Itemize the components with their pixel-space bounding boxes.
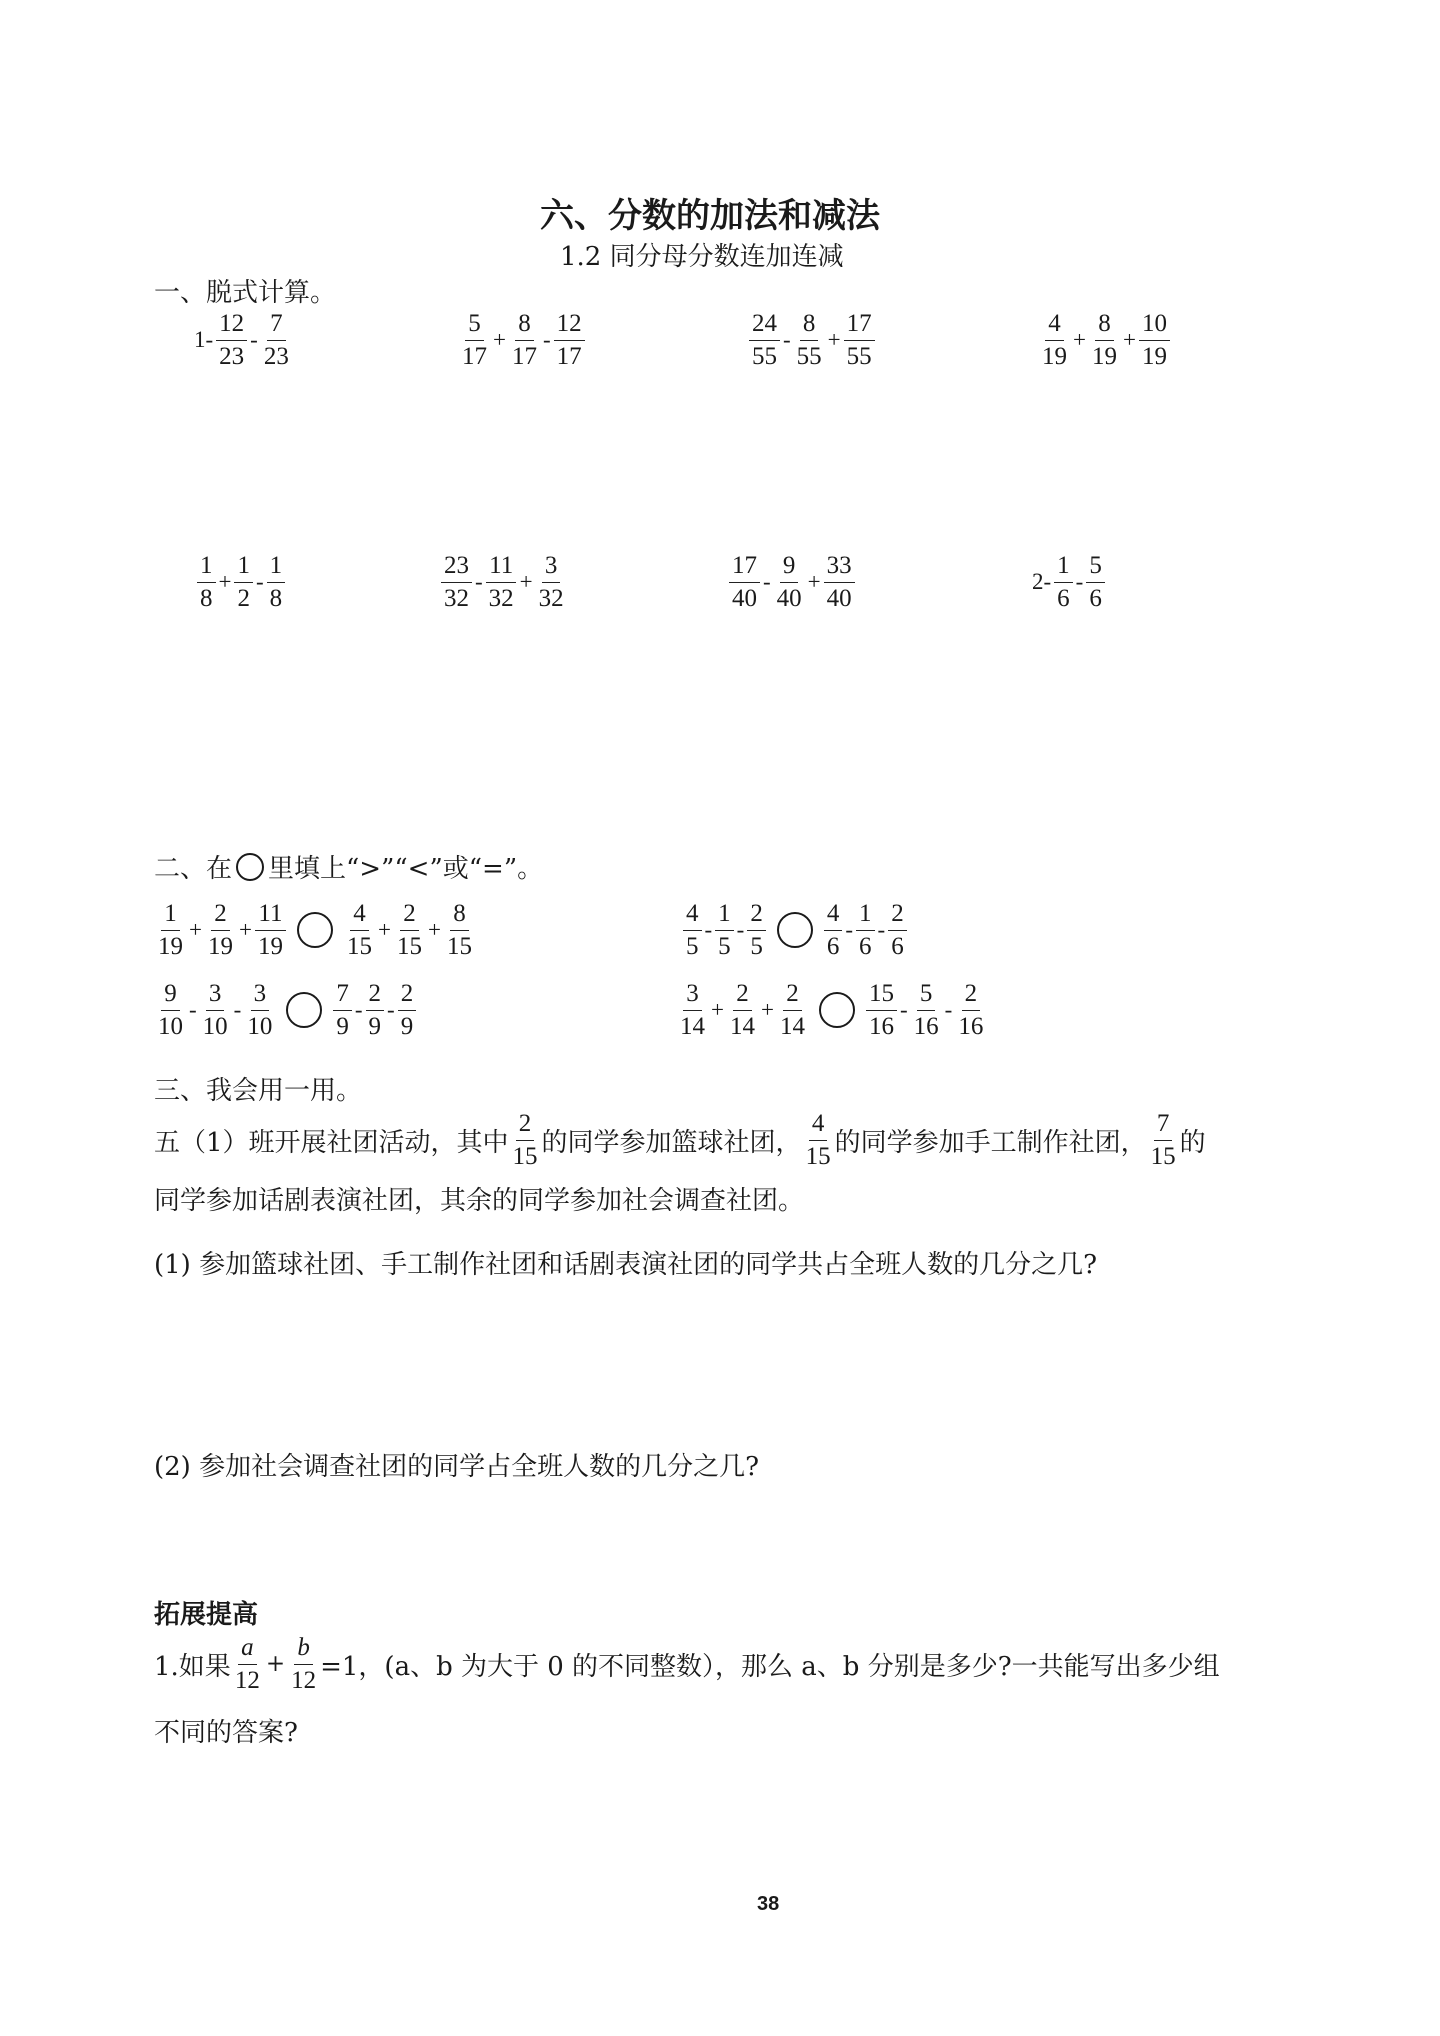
- comparison-circle-icon: [286, 992, 322, 1028]
- numerator: 1: [197, 552, 216, 583]
- numerator: 17: [844, 310, 875, 341]
- compare-4: [676, 980, 987, 1040]
- fraction: [715, 900, 734, 960]
- fraction: [1039, 310, 1070, 370]
- numerator: 7: [333, 980, 352, 1011]
- expr-2-1: [196, 552, 286, 612]
- denominator: 14: [680, 1012, 705, 1040]
- denominator: 6: [1089, 584, 1102, 612]
- fraction: [288, 1634, 319, 1694]
- fraction: [441, 552, 472, 612]
- operator: -: [845, 917, 854, 942]
- denominator: 9: [336, 1012, 349, 1040]
- operator: +: [1073, 327, 1086, 352]
- p1-a: 五（1）班开展社团活动，其中: [154, 1127, 509, 1158]
- numerator: 3: [683, 980, 702, 1011]
- fraction: [777, 980, 808, 1040]
- numerator: 11: [255, 900, 285, 931]
- denominator: 40: [732, 584, 757, 612]
- denominator: 5: [750, 932, 763, 960]
- operator: -: [387, 997, 395, 1022]
- fraction: [234, 552, 253, 612]
- fraction: [888, 900, 907, 960]
- expr-1-4: [1038, 310, 1171, 370]
- denominator: 40: [776, 584, 802, 612]
- numerator: 1: [1054, 552, 1073, 583]
- numerator: 10: [1139, 310, 1170, 341]
- denominator: 16: [958, 1012, 984, 1040]
- numerator: 1: [234, 552, 253, 583]
- numerator: 1: [161, 900, 180, 931]
- denominator: 6: [891, 932, 904, 960]
- numerator: 9: [780, 552, 799, 583]
- compare-3: [154, 980, 417, 1040]
- circle-icon: [236, 853, 264, 881]
- denominator: 8: [269, 584, 283, 612]
- fraction: [803, 1110, 834, 1170]
- fraction: [509, 310, 540, 370]
- denominator: 23: [263, 342, 289, 370]
- denominator: 8: [200, 584, 213, 612]
- numerator: 1: [856, 900, 875, 931]
- denominator: 19: [1141, 342, 1167, 370]
- numerator: 4: [1045, 310, 1064, 341]
- question-1: (1) 参加篮球社团、手工制作社团和话剧表演社团的同学共占全班人数的几分之几?: [154, 1250, 1098, 1280]
- fraction: [366, 980, 385, 1040]
- denominator: 12: [234, 1666, 260, 1694]
- operator: -: [189, 997, 197, 1022]
- page-subtitle: 1.2 同分母分数连加连减: [560, 242, 844, 272]
- numerator: 4: [824, 900, 843, 931]
- numerator: 11: [486, 552, 516, 583]
- denominator: 19: [1042, 342, 1067, 370]
- section-1-heading: 一、脱式计算。: [154, 278, 337, 308]
- ext-post: =1，(a、b 为大于 0 的不同整数），那么 a、b 分别是多少?一共能写出多少组: [320, 1651, 1220, 1682]
- comparison-circle-icon: [297, 912, 333, 948]
- operator: -: [475, 569, 483, 594]
- fraction: [794, 310, 825, 370]
- fraction: [747, 900, 766, 960]
- numerator: 17: [729, 552, 760, 583]
- operator: -: [542, 327, 551, 352]
- denominator: 17: [462, 342, 487, 370]
- fraction: [398, 980, 417, 1040]
- operator: +: [238, 917, 252, 942]
- operator: -: [255, 569, 264, 594]
- numerator: 33: [824, 552, 855, 583]
- denominator: 5: [686, 932, 699, 960]
- fraction: [267, 552, 286, 612]
- denominator: 6: [826, 932, 840, 960]
- numerator: 2: [400, 900, 419, 931]
- denominator: 5: [718, 932, 731, 960]
- fraction: [683, 900, 702, 960]
- fraction: [856, 900, 875, 960]
- numerator: 2: [398, 980, 417, 1011]
- numerator: 24: [749, 310, 780, 341]
- operator: -: [899, 997, 908, 1022]
- denominator: 55: [846, 342, 872, 370]
- operator: +: [493, 327, 506, 352]
- fraction: [232, 1634, 263, 1694]
- operator: +: [807, 569, 821, 594]
- page-title: 六、分数的加法和减法: [540, 196, 880, 236]
- numerator: 9: [161, 980, 180, 1011]
- denominator: 32: [538, 584, 564, 612]
- fraction: [155, 980, 186, 1040]
- denominator: 15: [396, 932, 422, 960]
- numerator: 3: [251, 980, 270, 1011]
- problem-paragraph-line-2: 同学参加话剧表演社团，其余的同学参加社会调查社团。: [154, 1186, 805, 1216]
- fraction: [1139, 310, 1170, 370]
- numerator: 8: [800, 310, 819, 341]
- section-4-heading: 拓展提高: [154, 1600, 259, 1630]
- operator: -: [1075, 569, 1084, 594]
- numerator: 2: [733, 980, 752, 1011]
- fraction: [1148, 1110, 1179, 1170]
- numerator: 2: [747, 900, 766, 931]
- page-number: 38: [757, 1893, 780, 1915]
- operator: +: [711, 997, 724, 1022]
- denominator: 55: [752, 342, 777, 370]
- numerator: 1: [715, 900, 734, 931]
- denominator: 15: [512, 1142, 538, 1170]
- fraction: [459, 310, 490, 370]
- numerator: 5: [1086, 552, 1105, 583]
- operator: +: [760, 997, 774, 1022]
- operator: -: [736, 917, 745, 942]
- numerator: 23: [441, 552, 472, 583]
- fraction: [844, 310, 875, 370]
- numerator: 2: [211, 900, 230, 931]
- fraction: [510, 1110, 541, 1170]
- numerator: 7: [267, 310, 286, 341]
- comparison-circle-icon: [819, 992, 855, 1028]
- denominator: 9: [368, 1012, 382, 1040]
- numerator: 7: [1154, 1110, 1173, 1141]
- denominator: 55: [796, 342, 822, 370]
- denominator: 19: [207, 932, 233, 960]
- numerator: 3: [206, 980, 225, 1011]
- expression-lead: 1-: [194, 327, 214, 352]
- compare-1: [154, 900, 476, 960]
- fraction: [486, 552, 517, 612]
- fraction: [824, 552, 855, 612]
- denominator: 15: [346, 932, 372, 960]
- denominator: 23: [219, 342, 245, 370]
- denominator: 32: [444, 584, 469, 612]
- fraction: [1089, 310, 1120, 370]
- fraction: [344, 900, 375, 960]
- fraction: [1086, 552, 1105, 612]
- operator: +: [189, 917, 202, 942]
- denominator: 19: [158, 932, 183, 960]
- numerator: 5: [465, 310, 484, 341]
- operator: -: [763, 569, 771, 594]
- fraction: [824, 900, 843, 960]
- fraction: [200, 980, 231, 1040]
- fraction: [155, 900, 186, 960]
- fraction: [955, 980, 986, 1040]
- numerator: 8: [450, 900, 469, 931]
- section-2-heading-post: 里填上“>”“<”或“=”。: [268, 854, 544, 884]
- numerator: 1: [267, 552, 286, 583]
- numerator: 8: [515, 310, 534, 341]
- expr-1-3: [748, 310, 876, 370]
- numerator: 2: [783, 980, 802, 1011]
- fraction: [536, 552, 567, 612]
- fraction: [911, 980, 942, 1040]
- numerator: 8: [1095, 310, 1114, 341]
- fraction: [866, 980, 897, 1040]
- numerator: 2: [888, 900, 907, 931]
- extension-problem-line-2: 不同的答案?: [154, 1718, 298, 1748]
- operator: +: [265, 1651, 286, 1677]
- denominator: 17: [556, 342, 582, 370]
- expr-2-2: [440, 552, 568, 612]
- denominator: 16: [868, 1012, 894, 1040]
- fraction: [261, 310, 292, 370]
- denominator: 6: [859, 932, 872, 960]
- denominator: 10: [158, 1012, 183, 1040]
- denominator: 19: [257, 932, 283, 960]
- operator: -: [783, 327, 791, 352]
- p1-c: 的同学参加手工制作社团，: [834, 1127, 1147, 1158]
- fraction: [444, 900, 475, 960]
- fraction: [729, 552, 760, 612]
- fraction: [677, 980, 708, 1040]
- fraction: [197, 552, 216, 612]
- operator: +: [519, 569, 533, 594]
- denominator: 6: [1057, 584, 1070, 612]
- denominator: 2: [237, 584, 250, 612]
- fraction: [749, 310, 780, 370]
- numerator: 4: [809, 1110, 828, 1141]
- numerator: 12: [216, 310, 247, 341]
- fraction: [394, 900, 425, 960]
- operator: -: [944, 997, 953, 1022]
- denominator: 10: [202, 1012, 228, 1040]
- numerator: 3: [542, 552, 561, 583]
- operator: -: [250, 327, 258, 352]
- operator: -: [233, 997, 242, 1022]
- numerator: 5: [917, 980, 936, 1011]
- operator: +: [427, 917, 441, 942]
- denominator: 19: [1091, 342, 1117, 370]
- extension-problem-line-1: [154, 1634, 1220, 1694]
- fraction: [216, 310, 247, 370]
- numerator: a: [238, 1634, 257, 1665]
- fraction: [255, 900, 286, 960]
- numerator: 4: [683, 900, 702, 931]
- numerator: 2: [366, 980, 385, 1011]
- expr-2-3: [728, 552, 856, 612]
- numerator: 2: [962, 980, 981, 1011]
- numerator: 15: [866, 980, 897, 1011]
- expression-lead: 2-: [1032, 569, 1052, 594]
- denominator: 40: [826, 584, 852, 612]
- question-2: (2) 参加社会调查社团的同学占全班人数的几分之几?: [154, 1452, 760, 1482]
- denominator: 15: [805, 1142, 831, 1170]
- p1-b: 的同学参加篮球社团，: [541, 1127, 802, 1158]
- comparison-circle-icon: [777, 912, 813, 948]
- compare-2: [682, 900, 908, 960]
- denominator: 14: [779, 1012, 805, 1040]
- denominator: 9: [400, 1012, 414, 1040]
- expr-1-2: [458, 310, 586, 370]
- section-3-heading: 三、我会用一用。: [154, 1076, 363, 1106]
- operator: +: [377, 917, 391, 942]
- operator: +: [1122, 327, 1136, 352]
- fraction: [333, 980, 352, 1040]
- operator: -: [354, 997, 363, 1022]
- operator: -: [877, 917, 886, 942]
- denominator: 17: [511, 342, 537, 370]
- ext-pre: 1.如果: [154, 1651, 231, 1682]
- denominator: 32: [488, 584, 514, 612]
- operator: +: [827, 327, 841, 352]
- operator: +: [218, 569, 232, 594]
- denominator: 16: [913, 1012, 939, 1040]
- operator: -: [704, 917, 713, 942]
- numerator: 12: [554, 310, 585, 341]
- denominator: 14: [729, 1012, 755, 1040]
- section-2-heading: [154, 848, 543, 885]
- denominator: 12: [291, 1666, 317, 1694]
- problem-paragraph-line-1: [154, 1110, 1206, 1170]
- section-2-heading-pre: 二、在: [154, 854, 233, 884]
- p1-d: 的: [1179, 1127, 1206, 1158]
- numerator: 4: [350, 900, 369, 931]
- fraction: [727, 980, 758, 1040]
- fraction: [554, 310, 585, 370]
- fraction: [205, 900, 236, 960]
- expr-1-1: [192, 310, 293, 370]
- expr-2-4: [1030, 552, 1106, 612]
- fraction: [244, 980, 275, 1040]
- denominator: 15: [446, 932, 472, 960]
- fraction: [1054, 552, 1073, 612]
- numerator: 2: [516, 1110, 535, 1141]
- numerator: b: [294, 1634, 313, 1665]
- fraction: [774, 552, 805, 612]
- denominator: 15: [1150, 1142, 1176, 1170]
- denominator: 10: [247, 1012, 273, 1040]
